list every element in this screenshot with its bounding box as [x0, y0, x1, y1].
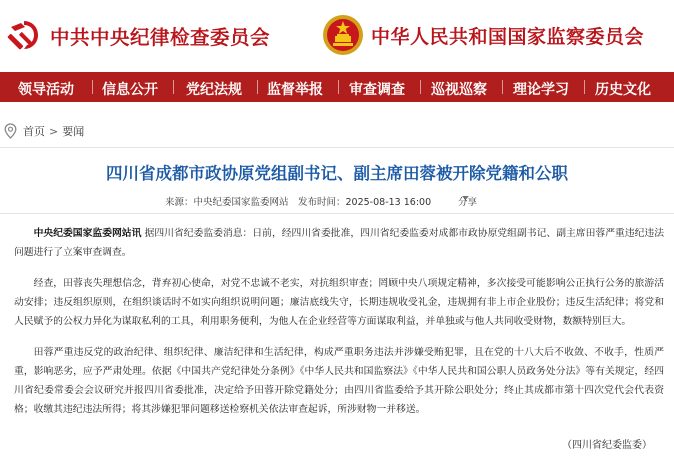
- breadcrumb: [4, 122, 84, 140]
- article-signature: （四川省纪委监委）: [562, 440, 652, 451]
- article-publish-time: 发布时间：2025-08-13 16:00: [298, 197, 432, 208]
- breadcrumb-separator: >: [49, 124, 59, 138]
- paragraph-text: 据四川省纪委监委消息：日前，经四川省委批准，四川省纪委监委对成都市政协原党组副书记、副主席田蓉严重违纪违法问题进行了立案审查调查。: [14, 228, 665, 258]
- nav-separator: [257, 80, 258, 94]
- share-button[interactable]: [458, 194, 478, 208]
- breadcrumb-section-link[interactable]: 要闻: [62, 125, 85, 138]
- nav-separator: [502, 80, 503, 94]
- location-pin-icon: [4, 123, 17, 139]
- nav-item-theory[interactable]: 理论学习: [513, 82, 569, 98]
- ccdi-logo-link[interactable]: [5, 14, 270, 58]
- nav-item-report[interactable]: 监督举报: [267, 82, 323, 98]
- nav-separator: [173, 80, 174, 94]
- breadcrumb-home-link[interactable]: 首页: [23, 125, 45, 138]
- nav-item-investigation[interactable]: 审查调查: [349, 82, 405, 98]
- nav-separator: [420, 80, 421, 94]
- nav-item-regulations[interactable]: 党纪法规: [186, 82, 242, 98]
- nsc-logo-link[interactable]: [321, 12, 644, 58]
- divider: [0, 147, 674, 148]
- nsc-name: 中华人民共和国国家监察委员会: [371, 25, 645, 48]
- nav-separator: [584, 80, 585, 94]
- nav-item-info-disclosure[interactable]: 信息公开: [102, 82, 158, 98]
- share-label: 分享: [458, 197, 478, 208]
- article-paragraph: 经查，田蓉丧失理想信念，背弃初心使命，对党不忠诚不老实，对抗组织审查；罔顾中央八项规定精神，多次接受可能影响公正执行公务的旅游活动安排；违反组织原则，在组织谈话时不如实向组织说明问题；廉洁底线失守，长期违规收受礼金，违规拥有非上市企业股份；违反生活纪律；将党和人民赋予的公权力异化为谋取私利的工具，利用职务便利，为他人在企业经营等方面谋取利益，并单独或与他人共同收受财物，数额特别巨大。: [14, 278, 664, 327]
- nav-item-leadership[interactable]: 领导活动: [18, 82, 74, 98]
- nav-item-inspection[interactable]: 巡视巡察: [431, 82, 487, 98]
- article-meta: [0, 194, 674, 210]
- ccdi-name: 中共中央纪律检查委员会: [50, 26, 271, 49]
- divider: [0, 213, 674, 214]
- article-source: 来源：中央纪委国家监委网站: [165, 197, 289, 208]
- party-emblem-icon: [5, 17, 43, 55]
- site-header: [0, 0, 674, 72]
- article-paragraph: 田蓉严重违反党的政治纪律、组织纪律、廉洁纪律和生活纪律，构成严重职务违法并涉嫌受贿犯罪，且在党的十八大后不收敛、不收手，性质严重，影响恶劣，应予严肃处理。依据《中国共产党纪律处分条例》《中华人民共和国监察法》《中华人民共和国公职人员政务处分法》等有关规定，经四川省纪委常委会会议研究并报四川省委批准，决定给予田蓉开除党籍处分；由四川省监委给予其开除公职处分；终止其成都市第十四次党代会代表资格；收缴其违纪违法所得；将其涉嫌犯罪问题移送检察机关依法审查起诉，所涉财物一并移送。: [14, 347, 664, 415]
- article-title: 四川省成都市政协原党组副书记、副主席田蓉被开除党籍和公职: [106, 164, 568, 183]
- national-emblem-icon: [321, 13, 365, 57]
- nav-item-history[interactable]: 历史文化: [595, 82, 651, 98]
- main-nav: [0, 72, 674, 102]
- nav-separator: [92, 80, 93, 94]
- nav-separator: [338, 80, 339, 94]
- article-paragraph: [14, 224, 664, 262]
- source-lead: 中央纪委国家监委网站讯: [33, 228, 142, 239]
- article-body: [14, 224, 664, 431]
